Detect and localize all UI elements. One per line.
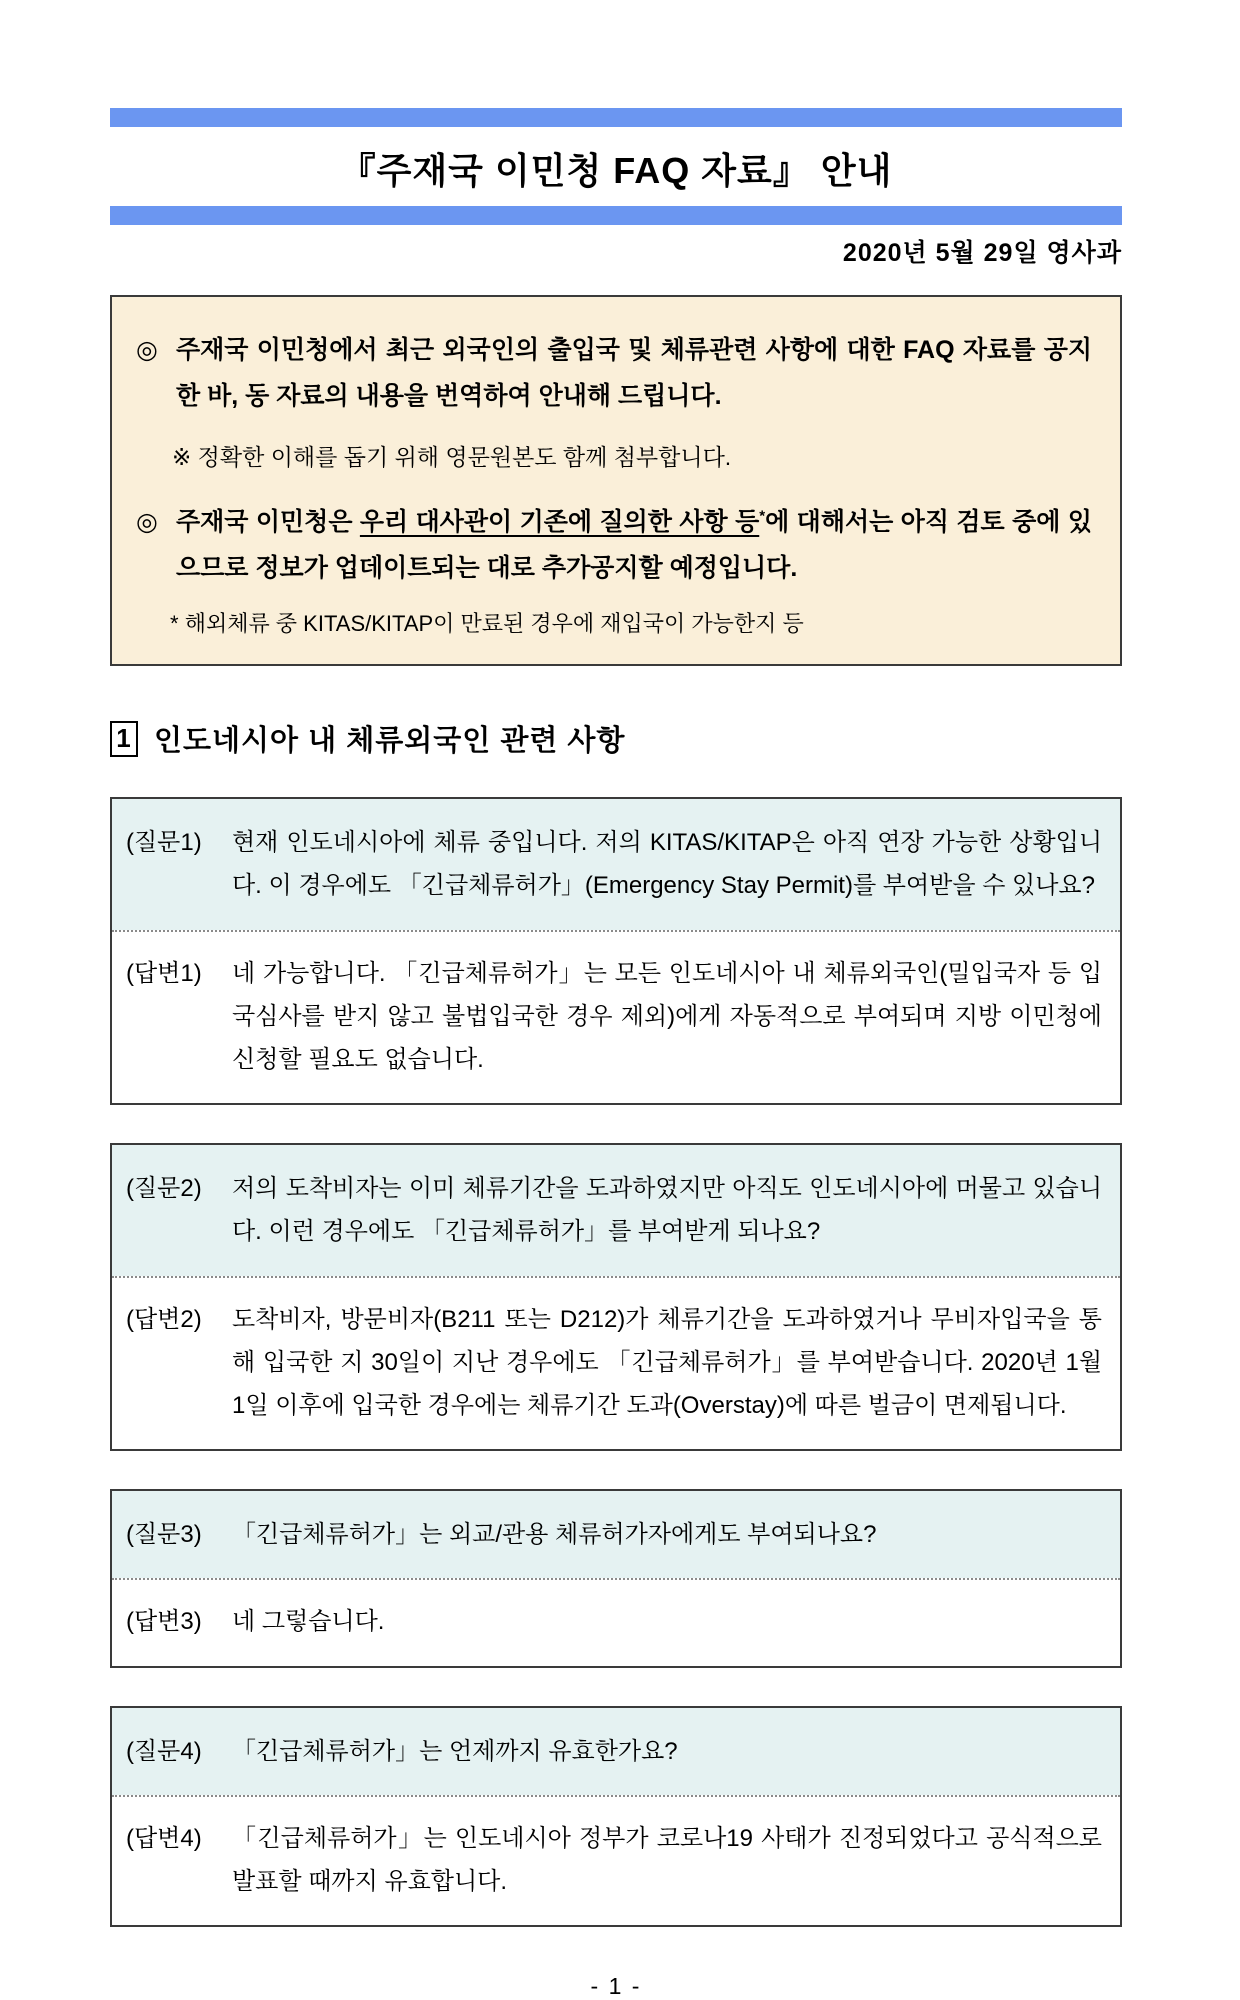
answer-label: (답변3): [126, 1608, 202, 1636]
notice-bullet-2: [136, 499, 1092, 592]
page-title: 『주재국 이민청 FAQ 자료』 안내: [339, 150, 893, 191]
answer-area: [112, 1795, 1120, 1925]
notice-bullet-2-underlined: 우리 대사관이 기존에 질의한 사항 등: [359, 507, 760, 536]
question-label: (질문4): [126, 1737, 202, 1765]
question-area: [112, 1708, 1120, 1795]
document-page: [110, 0, 1122, 2000]
question-label: (질문2): [126, 1175, 202, 1203]
answer-area: [112, 930, 1120, 1104]
reference-mark-icon: ※: [172, 443, 192, 470]
answer-text: 도착비자, 방문비자(B211 또는 D212)가 체류기간을 도과하였거나 무비자입국을 통해 입국한 지 30일이 지난 경우에도 「긴급체류허가」를 부여받습니다. 2020년 1월 1일 이후에 입국한 경우에는 체류기간 도과(Overstay)에 따른 벌금이 면제됩니다.: [232, 1305, 1102, 1419]
asterisk-icon: *: [170, 611, 179, 637]
qa-box-1: [110, 797, 1122, 1105]
notice-summary-box: [110, 295, 1122, 666]
notice-note-1-text: 정확한 이해를 돕기 위해 영문원본도 함께 첨부합니다.: [197, 443, 732, 470]
double-circle-bullet-icon: ◎: [136, 336, 158, 365]
double-circle-bullet-icon: ◎: [136, 507, 158, 536]
notice-note-1: [136, 438, 1092, 477]
answer-text: 네 그렇습니다.: [232, 1608, 385, 1636]
section-title: 인도네시아 내 체류외국인 관련 사항: [154, 725, 626, 758]
question-text: 「긴급체류허가」는 외교/관용 체류허가자에게도 부여되나요?: [232, 1521, 877, 1549]
question-text: 저의 도착비자는 이미 체류기간을 도과하였지만 아직도 인도네시아에 머물고 있습니다. 이런 경우에도 「긴급체류허가」를 부여받게 되나요?: [232, 1175, 1102, 1246]
title-accent-bar-top: [110, 108, 1122, 127]
footnote-asterisk-marker: *: [759, 507, 766, 525]
question-area: [112, 1491, 1120, 1578]
question-area: [112, 1145, 1120, 1275]
qa-box-4: [110, 1706, 1122, 1928]
answer-area: [112, 1578, 1120, 1665]
question-area: [112, 799, 1120, 929]
page-number: - 1 -: [590, 1973, 642, 2000]
notice-bullet-2-pre: 주재국 이민청은: [176, 507, 360, 536]
question-text: 「긴급체류허가」는 언제까지 유효한가요?: [232, 1737, 678, 1765]
title-accent-bar-bottom: [110, 206, 1122, 225]
notice-bullet-1: [136, 327, 1092, 420]
answer-text: 네 가능합니다. 「긴급체류허가」는 모든 인도네시아 내 체류외국인(밀입국자 등 입국심사를 받지 않고 불법입국한 경우 제외)에게 자동적으로 부여되며 지방 이민청에 신청할 필요도 없습니다.: [232, 959, 1102, 1074]
question-label: (질문1): [126, 829, 202, 857]
section-number-box: 1: [110, 721, 138, 757]
qa-box-3: [110, 1489, 1122, 1667]
answer-label: (답변4): [126, 1824, 202, 1852]
date-department-line: 2020년 5월 29일 영사과: [842, 239, 1122, 268]
answer-label: (답변1): [126, 959, 202, 987]
notice-bullet-2-post: 에 대해서는 아직 검토 중에 있으므로 정보가 업데이트되는 대로 추가공지할 예정입니다.: [176, 507, 1092, 583]
notice-footnote: [136, 607, 1092, 638]
answer-text: 「긴급체류허가」는 인도네시아 정부가 코로나19 사태가 진정되었다고 공식적으로 발표할 때까지 유효합니다.: [232, 1824, 1102, 1895]
question-text: 현재 인도네시아에 체류 중입니다. 저의 KITAS/KITAP은 아직 연장 가능한 상황입니다. 이 경우에도 「긴급체류허가」(Emergency Stay Permit)를 부여받을 수 있나요?: [232, 829, 1102, 900]
answer-label: (답변2): [126, 1305, 202, 1333]
question-label: (질문3): [126, 1521, 202, 1549]
qa-box-2: [110, 1143, 1122, 1451]
notice-footnote-text: 해외체류 중 KITAS/KITAP이 만료된 경우에 재입국이 가능한지 등: [184, 611, 804, 637]
section-heading: [110, 718, 1122, 759]
notice-bullet-1-text: 주재국 이민청에서 최근 외국인의 출입국 및 체류관련 사항에 대한 FAQ 자료를 공지한 바, 동 자료의 내용을 번역하여 안내해 드립니다.: [176, 336, 1092, 411]
answer-area: [112, 1276, 1120, 1450]
